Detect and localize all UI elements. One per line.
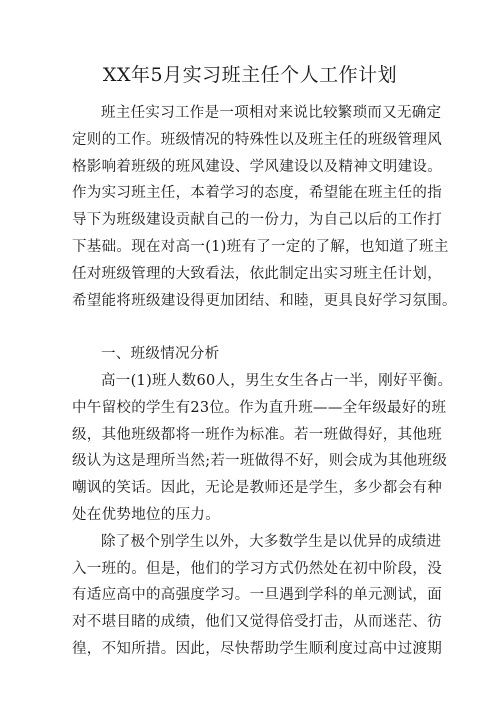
paragraph-line: 导下为班级建设贡献自己的一份力，为自己以后的工作打 <box>72 212 442 229</box>
paragraph-line: 定则的工作。班级情况的特殊性以及班主任的班级管理风 <box>72 131 442 148</box>
paragraph-line: 下基础。现在对高一(1)班有了一定的了解，也知道了班主 <box>72 238 449 255</box>
paragraph-line: 班主任实习工作是一项相对来说比较繁琐而又无确定 <box>101 105 442 121</box>
paragraph-line: 对不堪目睹的成绩，他们又觉得倍受打击，从而迷茫、彷 <box>72 614 442 631</box>
document-body <box>72 100 457 663</box>
paragraph-line: 希望能将班级建设得更加团结、和睦，更具良好学习氛围。 <box>72 292 457 309</box>
paragraph-line: 高一(1)班人数60人，男生女生各占一半，刚好平衡。 <box>101 372 453 389</box>
paragraph-line: 格影响着班级的班风建设、学风建设以及精神文明建设。 <box>72 158 442 175</box>
paragraph-line: 除了极个别学生以外，大多数学生是以优异的成绩进 <box>101 533 442 550</box>
paragraph-line: 任对班级管理的大致看法，依此制定出实习班主任计划， <box>72 265 442 282</box>
paragraph-line: 中午留校的学生有23位。作为直升班——全年级最好的班 <box>72 399 447 416</box>
paragraph-line: 处在优势地位的压力。 <box>72 506 220 523</box>
paragraph-line: 作为实习班主任，本着学习的态度，希望能在班主任的指 <box>72 185 442 202</box>
paragraph-intro <box>72 100 457 314</box>
paragraph-gap <box>72 314 428 341</box>
paragraph-line: 级，其他班级都将一班作为标准。若一班做得好，其他班 <box>72 426 442 443</box>
paragraph-line: 级认为这是理所当然;若一班做得不好，则会成为其他班级 <box>72 453 448 470</box>
paragraph-study-habits <box>72 529 442 663</box>
paragraph-line: 有适应高中的高强度学习。一旦遇到学科的单元测试，面 <box>72 587 442 604</box>
section-heading: 一、班级情况分析 <box>101 346 220 363</box>
document-title: XX年5月实习班主任个人工作计划 <box>102 64 398 86</box>
paragraph-class-analysis <box>72 368 453 529</box>
paragraph-line: 嘲讽的笑话。因此，无论是教师还是学生，多少都会有种 <box>72 480 442 497</box>
paragraph-line: 入一班的。但是，他们的学习方式仍然处在初中阶段，没 <box>72 560 442 577</box>
paragraph-line: 徨，不知所措。因此，尽快帮助学生顺利度过高中过渡期 <box>72 640 442 657</box>
